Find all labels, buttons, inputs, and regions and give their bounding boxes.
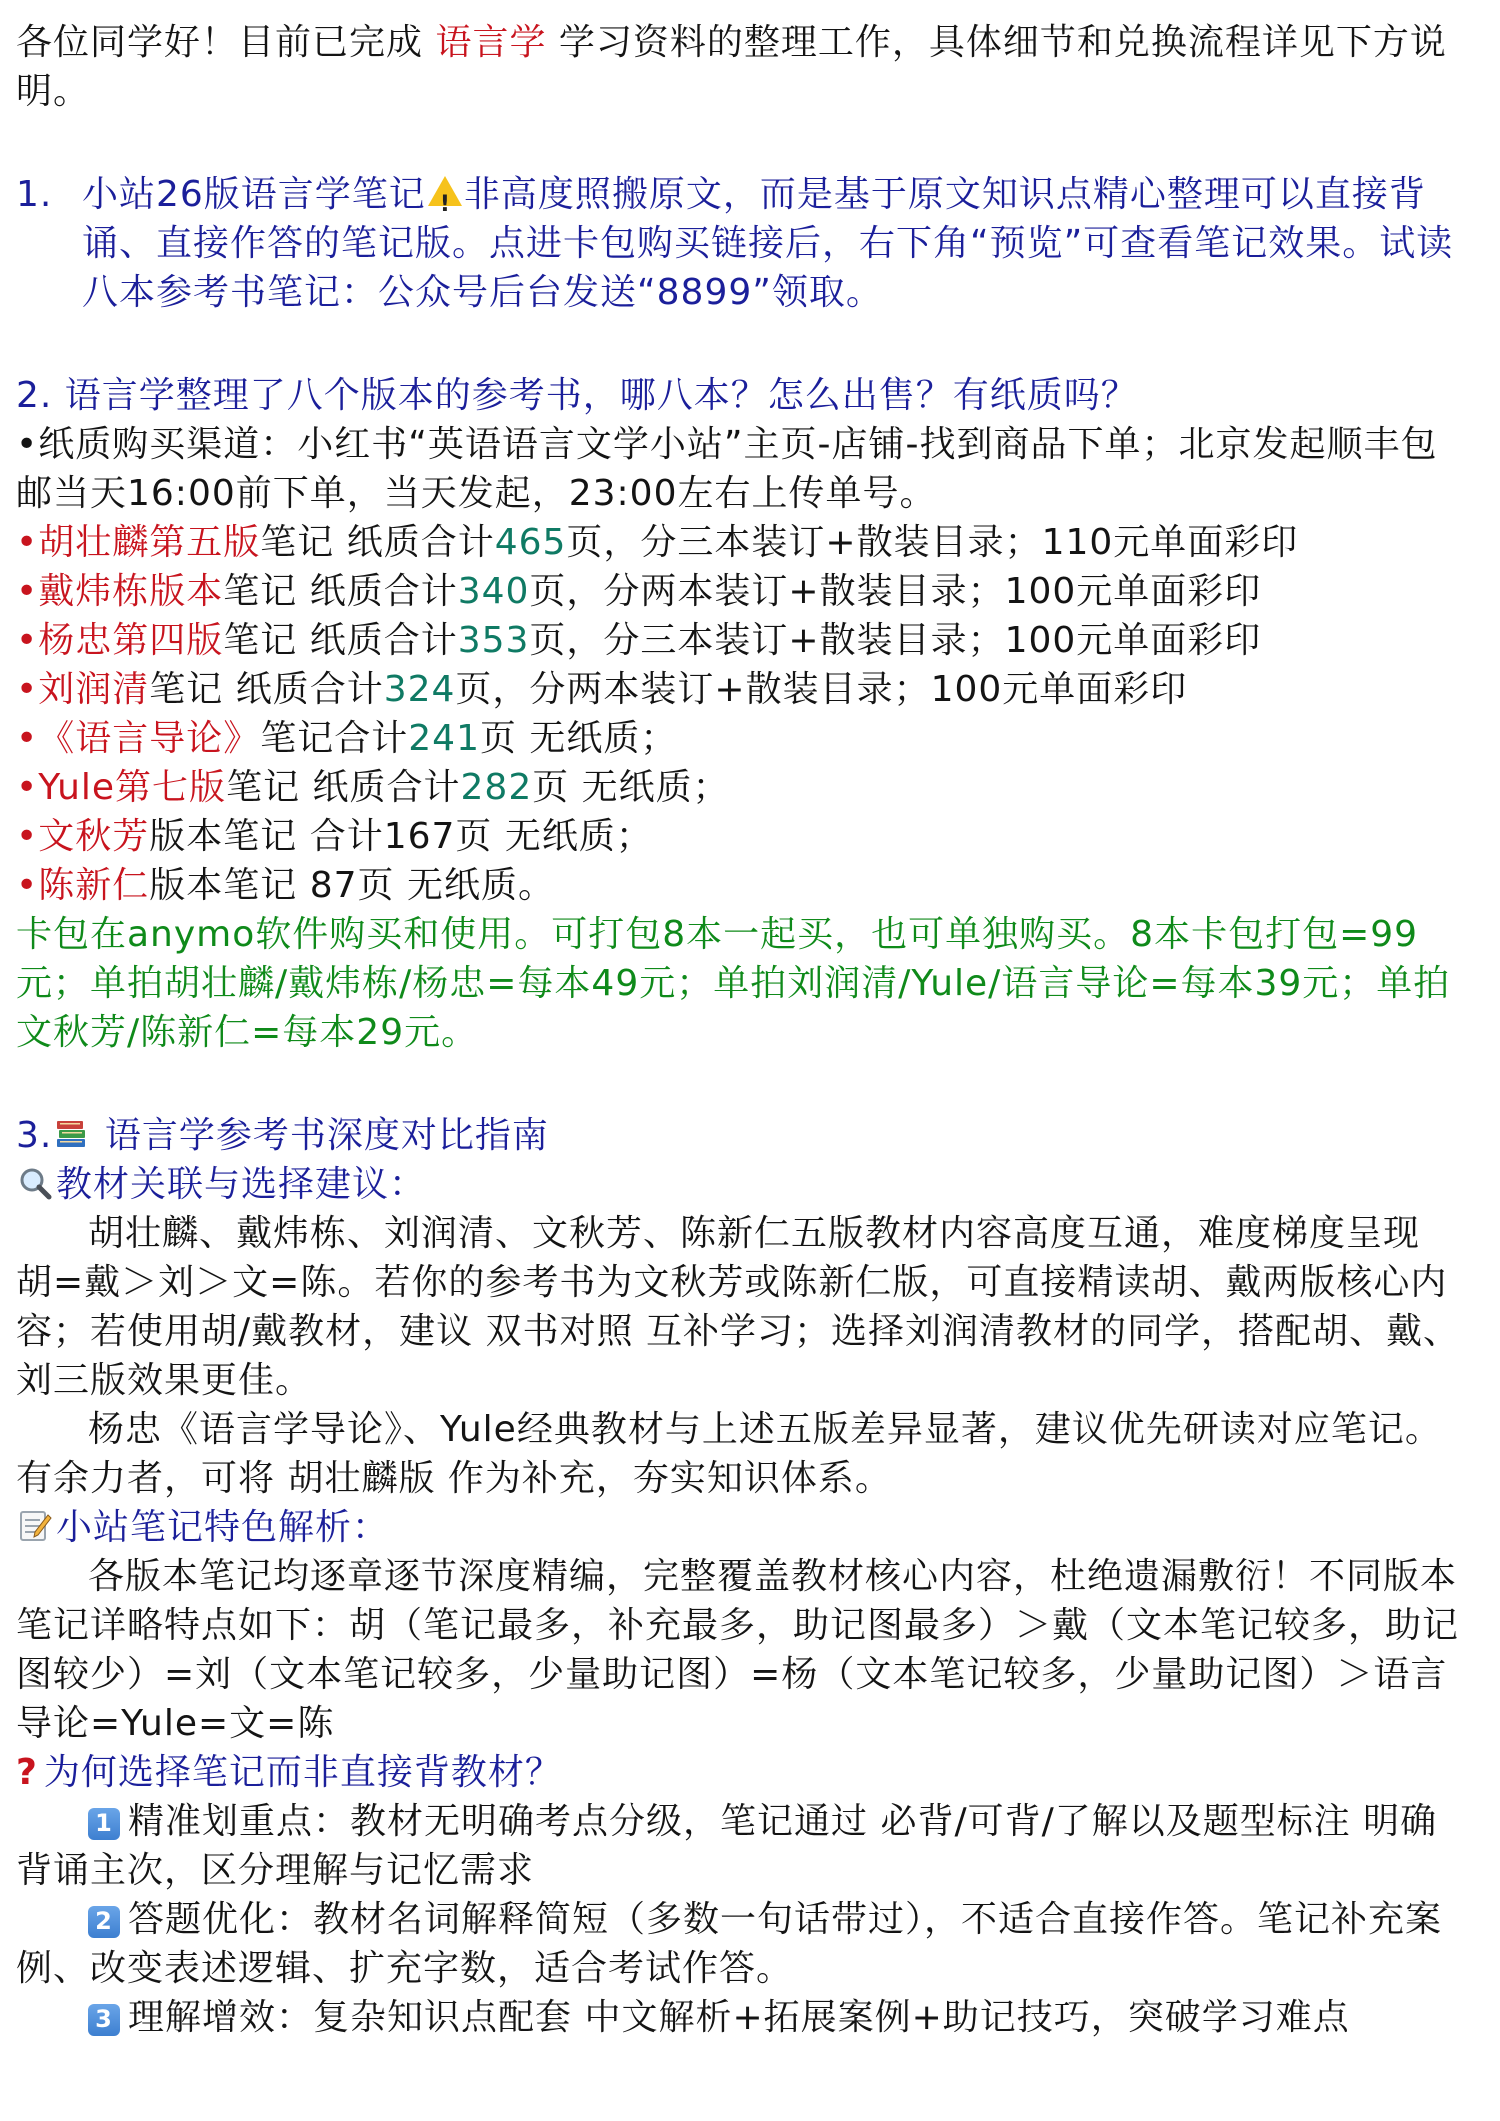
section-1: [16, 170, 1466, 317]
keycap-3-icon: 3: [88, 2004, 120, 2036]
intro-text-rest: 学习资料的整理工作，具体细节和兑换流程详见下方说明。: [16, 22, 1447, 112]
page-count: 241: [408, 718, 480, 759]
book-item: •陈新仁版本笔记 87页 无纸质。: [16, 865, 555, 906]
section-1-body: 非高度照搬原文，而是基于原文知识点精心整理可以直接背诵、直接作答的笔记版。点进卡包购买链接后，右下角“预览”可查看笔记效果。试读八本参考书笔记：公众号后台发送“8899”领取。: [82, 174, 1454, 313]
question-mark-icon: ?: [16, 1752, 38, 1793]
subject-highlight: 语言学: [435, 22, 547, 63]
book-list: [16, 518, 1466, 910]
book-item: •戴炜栋版本笔记 纸质合计340页，分两本装订+散装目录；100元单面彩印: [16, 571, 1262, 612]
book-item: •胡壮麟第五版笔记 纸质合计465页，分三本装订+散装目录；110元单面彩印: [16, 522, 1299, 563]
book-item: •刘润清笔记 纸质合计324页，分两本装订+散装目录；100元单面彩印: [16, 669, 1188, 710]
books-icon: [54, 1117, 88, 1151]
subheading-features: 小站笔记特色解析：: [16, 1503, 1466, 1552]
book-name: 刘润清: [38, 669, 150, 710]
section-3-title: 3. 语言学参考书深度对比指南: [16, 1115, 549, 1156]
magnifier-icon: [18, 1166, 52, 1200]
book-name: 陈新仁: [38, 865, 150, 906]
intro-paragraph: [16, 18, 1466, 116]
reason-item: 2 答题优化：教材名词解释简短（多数一句话带过），不适合直接作答。笔记补充案例、改变表述逻辑、扩充字数，适合考试作答。: [16, 1899, 1443, 1989]
memo-icon: [18, 1509, 52, 1543]
features-paragraph: 各版本笔记均逐章逐节深度精编，完整覆盖教材核心内容，杜绝遗漏敷衍！不同版本笔记详略特点如下：胡（笔记最多，补充最多，助记图最多）＞戴（文本笔记较多，助记图较少）=刘（文本笔记较多，少量助记图）=杨（文本笔记较多，少量助记图）＞语言导论=Yule=文=陈: [16, 1556, 1460, 1744]
book-name: 胡壮麟第五版: [38, 522, 261, 563]
subheading-why-notes: ? 为何选择笔记而非直接背教材？: [16, 1752, 562, 1793]
page-count: 353: [457, 620, 530, 661]
book-name: Yule第七版: [38, 767, 227, 808]
book-name: 杨忠第四版: [38, 620, 224, 661]
reason-item: 3 理解增效：复杂知识点配套 中文解析+拓展案例+助记技巧，突破学习难点: [16, 1993, 1466, 2042]
keycap-1-icon: 1: [88, 1808, 120, 1840]
paper-purchase-channel: •纸质购买渠道：小红书“英语语言文学小站”主页-店铺-找到商品下单；北京发起顺丰包邮当天16:00前下单，当天发起，23:00左右上传单号。: [16, 424, 1438, 514]
section-1-lead: 小站26版语言学笔记: [82, 174, 426, 215]
book-name: 文秋芳: [38, 816, 150, 857]
page-count: 282: [460, 767, 533, 808]
page-count: 324: [383, 669, 456, 710]
book-item: •Yule第七版笔记 纸质合计282页 无纸质；: [16, 767, 730, 808]
keycap-2-icon: 2: [88, 1906, 120, 1938]
warning-icon: [428, 176, 462, 206]
intro-text: 各位同学好！目前已完成: [16, 22, 436, 63]
subheading-selection: 教材关联与选择建议：: [16, 1160, 1466, 1209]
section-3-title-text: 语言学参考书深度对比指南: [104, 1115, 549, 1156]
book-name: 戴炜栋版本: [38, 571, 224, 612]
book-item: •《语言导论》笔记合计241页 无纸质；: [16, 718, 678, 759]
book-item: •杨忠第四版笔记 纸质合计353页，分三本装订+散装目录；100元单面彩印: [16, 620, 1262, 661]
reason-item: 1 精准划重点：教材无明确考点分级，笔记通过 必背/可背/了解以及题型标注 明确背诵主次，区分理解与记忆需求: [16, 1801, 1438, 1891]
selection-paragraph-2: 杨忠《语言学导论》、Yule经典教材与上述五版差异显著，建议优先研读对应笔记。有余力者，可将 胡壮麟版 作为补充，夯实知识体系。: [16, 1409, 1442, 1499]
section-2-title: 2. 语言学整理了八个版本的参考书，哪八本？怎么出售？有纸质吗？: [16, 375, 1138, 416]
section-1-number: 1.: [16, 174, 53, 215]
book-name: 《语言导论》: [38, 718, 261, 759]
book-item: •文秋芳版本笔记 合计167页 无纸质；: [16, 816, 653, 857]
page-count: 340: [457, 571, 530, 612]
selection-paragraph-1: 胡壮麟、戴炜栋、刘润清、文秋芳、陈新仁五版教材内容高度互通，难度梯度呈现 胡=戴＞刘＞文=陈。若你的参考书为文秋芳或陈新仁版，可直接精读胡、戴两版核心内容；若使用胡/戴教材，建议 双书对照 互补学习；选择刘润清教材的同学，搭配胡、戴、刘三版效果更佳。: [16, 1213, 1461, 1401]
page-count: 465: [494, 522, 567, 563]
pricing-info: 卡包在anymo软件购买和使用。可打包8本一起买，也可单独购买。8本卡包打包=99元；单拍胡壮麟/戴炜栋/杨忠=每本49元；单拍刘润清/Yule/语言导论=每本39元；单拍文秋芳/陈新仁=每本29元。: [16, 914, 1451, 1053]
